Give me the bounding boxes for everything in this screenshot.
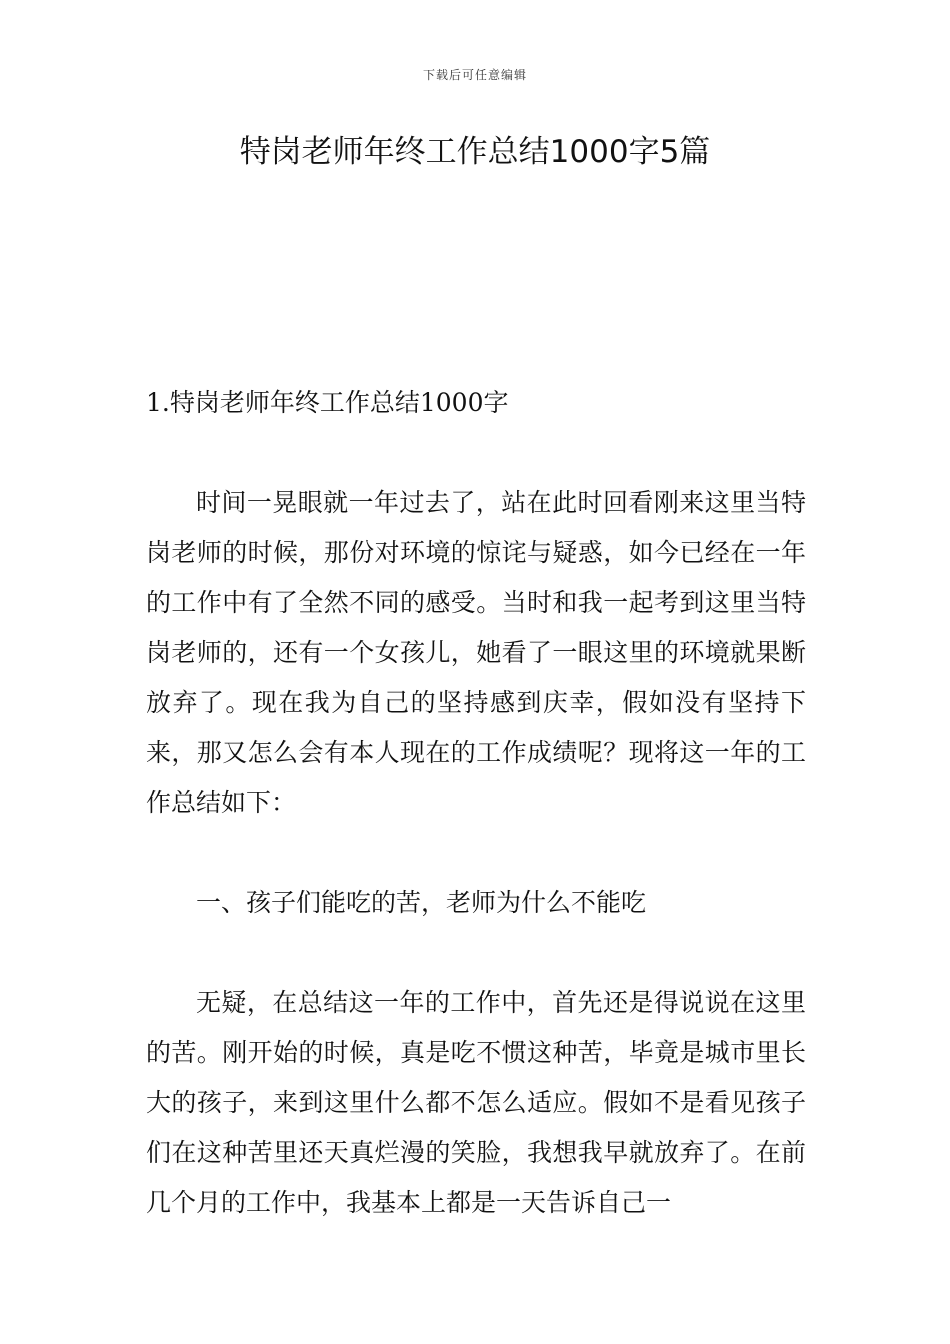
document-body (146, 378, 806, 1278)
body-paragraph: 无疑，在总结这一年的工作中，首先还是得说说在这里的苦。刚开始的时候，真是吃不惯这种苦，毕竟是城市里长大的孩子，来到这里什么都不怎么适应。假如不是看见孩子们在这种苦里还天真烂漫的笑脸，我想我早就放弃了。在前几个月的工作中，我基本上都是一天告诉自己一 (146, 988, 806, 1217)
subsection-heading: 一、孩子们能吃的苦，老师为什么不能吃 (196, 888, 647, 917)
header-note: 下载后可任意编辑 (422, 68, 527, 82)
body-paragraph: 时间一晃眼就一年过去了，站在此时回看刚来这里当特岗老师的时候，那份对环境的惊诧与疑惑，如今已经在一年的工作中有了全然不同的感受。当时和我一起考到这里当特岗老师的，还有一个女孩儿，她看了一眼这里的环境就果断放弃了。现在我为自己的坚持感到庆幸，假如没有坚持下来，那又怎么会有本人现在的工作成绩呢？现将这一年的工作总结如下： (146, 488, 806, 817)
section-heading: 1.特岗老师年终工作总结1000字 (146, 388, 509, 417)
document-title: 特岗老师年终工作总结1000字5篇 (239, 134, 711, 170)
